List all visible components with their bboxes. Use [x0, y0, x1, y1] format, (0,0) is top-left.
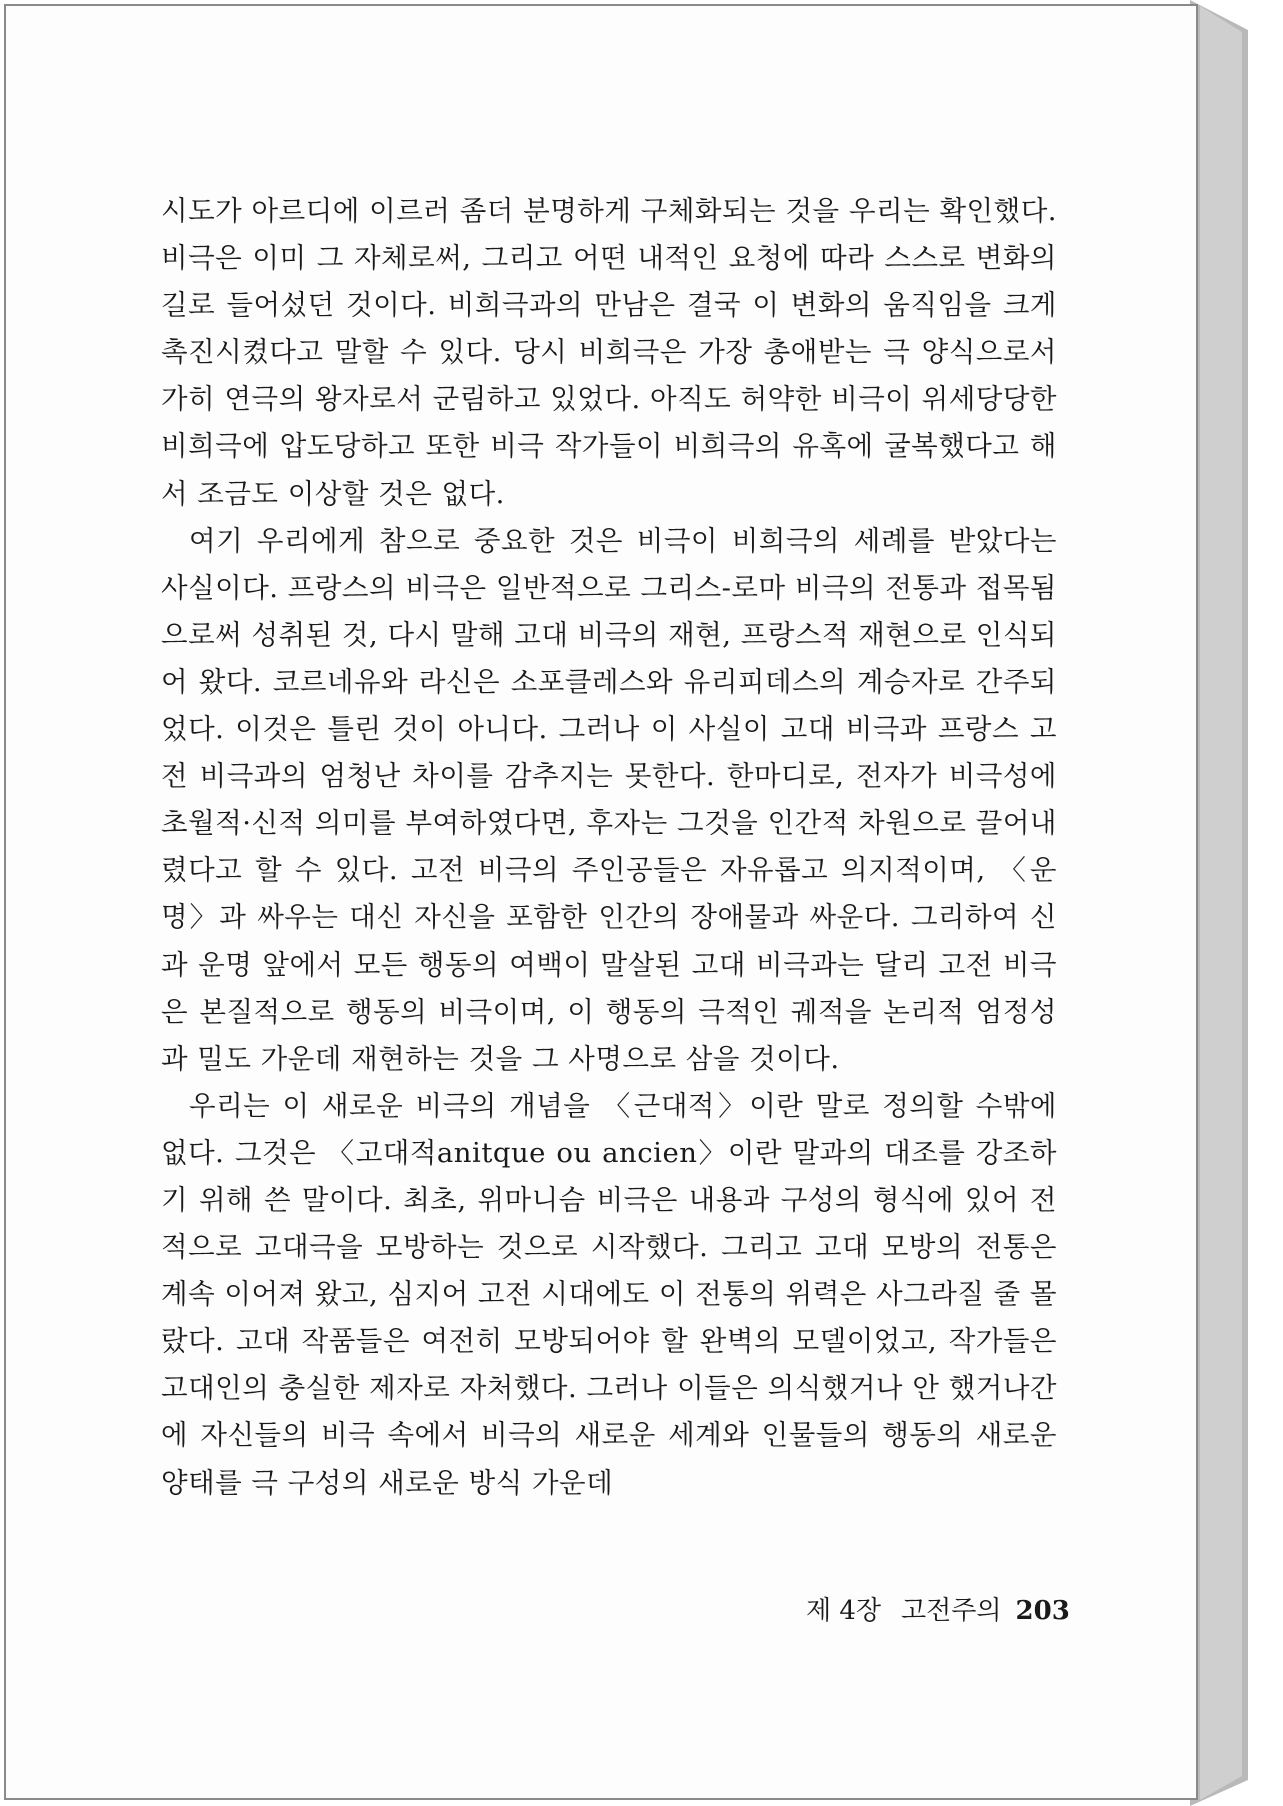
chapter-title: 고전주의	[901, 1596, 1002, 1626]
running-footer	[806, 1590, 1070, 1627]
page-number: 203	[1015, 1596, 1070, 1626]
chapter-label: 제 4장	[806, 1596, 882, 1626]
paragraph-2: 여기 우리에게 참으로 중요한 것은 비극이 비희극의 세례를 받았다는 사실이다. 프랑스의 비극은 일반적으로 그리스-로마 비극의 전통과 접목됨으로써 성취된 것, 다시 말해 고대 비극의 재현, 프랑스적 재현으로 인식되어 왔다. 코르네유와 라신은 소포클레스와 유리피데스의 계승자로 간주되었다. 이것은 틀린 것이 아니다. 그러나 이 사실이 고대 비극과 프랑스 고전 비극과의 엄청난 차이를 감추지는 못한다. 한마디로, 전자가 비극성에 초월적·신적 의미를 부여하였다면, 후자는 그것을 인간적 차원으로 끌어내렸다고 할 수 있다. 고전 비극의 주인공들은 자유롭고 의지적이며, 〈운명〉과 싸우는 대신 자신을 포함한 인간의 장애물과 싸운다. 그리하여 신과 운명 앞에서 모든 행동의 여백이 말살된 고대 비극과는 달리 고전 비극은 본질적으로 행동의 비극이며, 이 행동의 극적인 궤적을 논리적 엄정성과 밀도 가운데 재현하는 것을 그 사명으로 삼을 것이다.	[161, 524, 1057, 1075]
paragraph-3: 우리는 이 새로운 비극의 개념을 〈근대적〉이란 말로 정의할 수밖에 없다. 그것은 〈고대적anitque ou ancien〉이란 말과의 대조를 강조하기 위해 쓴 말이다. 최초, 위마니슴 비극은 내용과 구성의 형식에 있어 전적으로 고대극을 모방하는 것으로 시작했다. 그리고 고대 모방의 전통은 계속 이어져 왔고, 심지어 고전 시대에도 이 전통의 위력은 사그라질 줄 몰랐다. 고대 작품들은 여전히 모방되어야 할 완벽의 모델이었고, 작가들은 고대인의 충실한 제자로 자처했다. 그러나 이들은 의식했거나 안 했거나간에 자신들의 비극 속에서 비극의 새로운 세계와 인물들의 행동의 새로운 양태를 극 구성의 새로운 방식 가운데	[161, 1089, 1057, 1499]
book-page	[4, 4, 1198, 1800]
body-text	[161, 188, 1057, 1507]
paragraph-1: 시도가 아르디에 이르러 좀더 분명하게 구체화되는 것을 우리는 확인했다. 비극은 이미 그 자체로써, 그리고 어떤 내적인 요청에 따라 스스로 변화의 길로 들어섰던 것이다. 비희극과의 만남은 결국 이 변화의 움직임을 크게 촉진시켰다고 말할 수 있다. 당시 비희극은 가장 총애받는 극 양식으로서 가히 연극의 왕자로서 군림하고 있었다. 아직도 허약한 비극이 위세당당한 비희극에 압도당하고 또한 비극 작가들이 비희극의 유혹에 굴복했다고 해서 조금도 이상할 것은 없다.	[161, 195, 1057, 510]
